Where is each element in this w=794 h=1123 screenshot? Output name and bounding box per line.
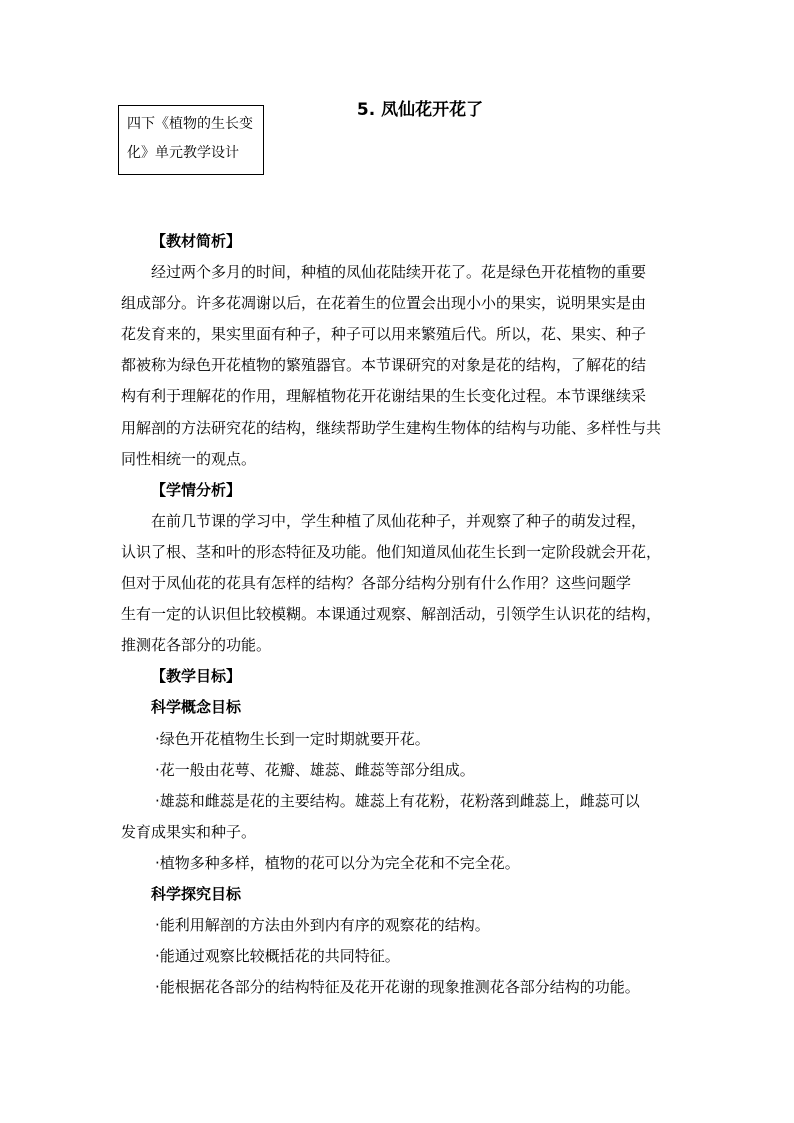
paragraph-line: 用解剖的方法研究花的结构，继续帮助学生建构生物体的结构与功能、多样性与共: [121, 418, 662, 437]
unit-label-line-2: 化》单元教学设计: [127, 145, 239, 161]
analysis-paragraph: [121, 257, 681, 475]
paragraph-line: 组成部分。许多花凋谢以后，在花着生的位置会出现小小的果实，说明果实是由: [121, 294, 647, 313]
paragraph-line: 同性相统一的观点。: [121, 449, 257, 468]
concept-goals-heading: 科学概念目标: [151, 698, 242, 717]
learner-heading: 【学情分析】: [151, 480, 242, 499]
paragraph-line: 花发育来的，果实里面有种子，种子可以用来繁殖后代。所以，花、果实、种子: [121, 325, 647, 344]
analysis-heading: 【教材简析】: [151, 232, 242, 250]
unit-label-line-1: 四下《植物的生长变: [127, 116, 253, 132]
inquiry-goal-item: ·能利用解剖的方法由外到内有序的观察花的结构。: [155, 916, 490, 935]
concept-goal-item: ·植物多种多样，植物的花可以分为完全花和不完全花。: [155, 853, 520, 872]
inquiry-goals-heading: 科学探究目标: [151, 884, 242, 903]
lesson-title: 5. 凤仙花开花了: [356, 100, 484, 120]
unit-label-box: [118, 105, 264, 175]
paragraph-line: 认识了根、茎和叶的形态特征及功能。他们知道凤仙花生长到一定阶段就会开花，: [121, 542, 662, 561]
concept-goal-item: ·花一般由花萼、花瓣、雄蕊、雌蕊等部分组成。: [155, 760, 475, 779]
inquiry-goal-item: ·能根据花各部分的结构特征及花开花谢的现象推测花各部分结构的功能。: [155, 978, 640, 997]
paragraph-line: 都被称为绿色开花植物的繁殖器官。本节课研究的对象是花的结构，了解花的结: [121, 356, 647, 375]
concept-goal-item: ·雄蕊和雌蕊是花的主要结构。雄蕊上有花粉，花粉落到雌蕊上，雌蕊可以: [155, 791, 640, 810]
learner-paragraph: [121, 506, 681, 661]
paragraph-line: 推测花各部分的功能。: [121, 636, 272, 655]
paragraph-line: 但对于凤仙花的花具有怎样的结构？各部分结构分别有什么作用？这些问题学: [121, 574, 632, 593]
concept-goal-item: ·绿色开花植物生长到一定时期就要开花。: [155, 729, 430, 748]
paragraph-line: 经过两个多月的时间，种植的凤仙花陆续开花了。花是绿色开花植物的重要: [151, 263, 647, 282]
paragraph-line: 在前几节课的学习中，学生种植了凤仙花种子，并观察了种子的萌发过程，: [151, 511, 647, 530]
concept-goal-item-continuation: 发育成果实和种子。: [121, 822, 257, 841]
goals-heading: 【教学目标】: [151, 667, 242, 686]
document-body: [121, 226, 681, 1003]
paragraph-line: 生有一定的认识但比较模糊。本课通过观察、解剖活动，引领学生认识花的结构，: [121, 605, 662, 624]
paragraph-line: 构有利于理解花的作用，理解植物花开花谢结果的生长变化过程。本节课继续采: [121, 387, 647, 406]
inquiry-goal-item: ·能通过观察比较概括花的共同特征。: [155, 947, 400, 966]
